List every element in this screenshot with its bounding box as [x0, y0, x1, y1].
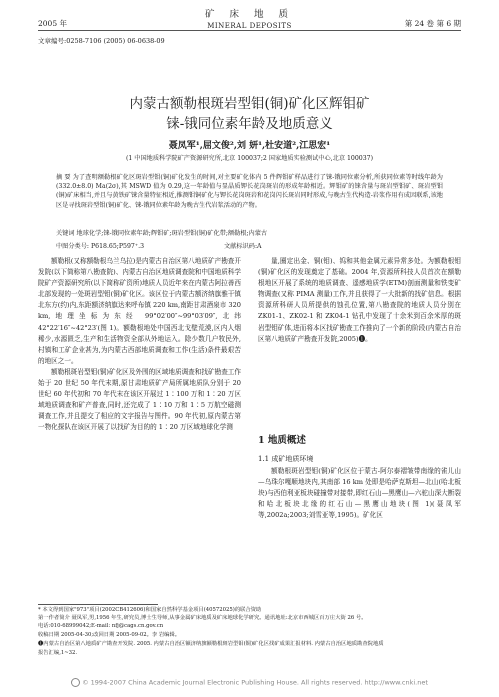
right-column-top — [258, 256, 461, 345]
volume-issue: 第 24 卷 第 6 期 — [404, 19, 461, 28]
cnki-watermark — [0, 678, 499, 687]
abstract: 摘 要 为了查明额勒根矿化区斑岩型钼(铜)矿化发生的时间,对主要矿化体内 5 件辉钼矿样品进行了铼-锇同位素分析,所获同位素等时线年龄为(332.0±8.0) Ma(2σ),其 MSWD 值为 0.29,这一年龄值与显晶质钾长花岗斑岩的形成年龄相近。辉钼矿的铼含量与斑岩型钼矿、斑岩型钼(铜)矿床相当,并且与黄铁矿铼含量特征相近,推测钼铜矿化与钾长花岗斑岩和花岗闪长斑岩同时形成,与晚古生代构造-岩浆作用有成因联系,该地区是寻找斑岩型钼(铜)矿化、铼-锇同位素年龄为晚古生代岩浆活动的产物。 — [56, 174, 443, 209]
footnote-dates: 收稿日期 2005-04-30;改回日期 2005-09-02。李 岩编辑。 — [38, 632, 181, 638]
header-rule — [38, 30, 461, 31]
clc-number: 中图分类号: P618.65;P597⁺.3 — [56, 243, 145, 250]
title-line-2: 铼-锇同位素年龄及地质意义 — [166, 116, 333, 132]
journal-name-cn: 矿 床 地 质 — [204, 9, 295, 20]
footnote-rule — [38, 604, 158, 605]
body-paragraph: 额勒根(又称额勒根乌兰乌拉)是内蒙古自治区第八地质矿产勘查开发院(以下简称第八勘查院)、内蒙古自治区地质调查院和中国地质科学院矿产资源研究所(以下简称矿资所)地质人员近年来在内蒙古阿拉善西北部发现的一处斑岩型钼(铜)矿化区。该区位于内蒙古额济纳旗雅干镇北东方(约)内,东距额济纳旗达来呼布镇 220 km,南距甘肃酒泉市 320 km,地理坐标为东经 99°02′00″~99°03′09″,北纬 42°22′16″~42°23′(图 1)。额勒根地处中国西北戈壁荒漠,区内人烟稀少,水源匮乏,生产和生活物资全部从外地运入。除少数几户牧民外,村镇和工矿企业甚为,为内蒙古西部地质调查和工作(生活)条件最艰苦的地区之一。 — [38, 257, 241, 365]
footnote-reference-cont: 报告汇编,1~32. — [38, 650, 78, 656]
body-paragraph: 额勒根斑岩型钼(铜)矿化区及外围的区域地质调查和找矿勘查工作始于 20 世纪 50 年代末期,原甘肃地质矿产局所属地质队分别于 20 世纪 60 年代初和 70 年代末在该区开展过 1∶100 万和 1∶20 万区域地质调查和矿产普查,同时,还完成了 1∶10 万和 1∶5 万航空磁测调查工作,并且提交了相应的文字报告与图件。90 年代初,原内蒙古第一物化探队在该区开展了以找矿为目的的 1∶20 万区域地球化学测 — [38, 367, 241, 432]
section-heading: 1 地质概述 — [258, 435, 306, 446]
classification — [56, 241, 443, 250]
keywords: 关键词 地球化学;铼-锇同位素年龄;辉钼矿;斑岩型钼(铜)矿化带;额勒根;内蒙古 — [56, 230, 268, 237]
authors: 聂凤军¹,屈文俊²,刘 妍¹,杜安道²,江思宏¹ — [168, 141, 331, 151]
footnote-funding: * 本文得到国家"973"项目(2002CB412606)和国家自然科学基金项目(40572025)的联合资助 — [38, 607, 262, 613]
cnki-logo-icon — [71, 678, 80, 687]
subsection-heading: 1.1 成矿地质环境 — [258, 455, 314, 463]
article-title — [0, 94, 499, 134]
section-body: 额勒根斑岩型钼(铜)矿化区位于蒙古-阿尔泰褶皱带南缘的雀儿山—乌珠尔嘎顺地块内,其南部 16 km 处即是哈萨克斯坦—北山(哈北板块)与西伯利亚板块碰撞带对接带,即红石山—黑鹰山—六驼山深大断裂和哈北板块北缘的红石山—黑鹰山地块(图 1)(聂凤军等,2002a;2003;刘雪亚等,1995)。矿化区 — [258, 467, 461, 520]
affiliation: (1 中国地质科学院矿产资源研究所,北京 100037;2 国家地质实验测试中心,北京 100037) — [125, 155, 374, 162]
document-code: 文献标识码:A — [224, 243, 262, 250]
article-number: 文章编号:0258-7106 (2005) 06-0638-09 — [38, 37, 165, 45]
footnote-reference: ❶内蒙古自治区第八地质矿产勘查开发院. 2005. 内蒙古自治区额济纳旗额勒根斑岩型钼(铜)矿化区找矿成果汇报材料. 内蒙古自治区地质勘查院地质 — [38, 641, 384, 647]
header-year: 2005 年 — [38, 19, 67, 28]
title-line-1: 内蒙古额勒根斑岩型钼(铜)矿化区辉钼矿 — [129, 96, 370, 112]
footnote-author: 第一作者简介 聂凤军,男,1956 年生,研究员,博士生导师,从事金属矿床地质及矿床地球化学研究。通讯地址:北京市西城区百万庄大街 26 号。 — [38, 615, 367, 621]
footnote-contact: 电话:010-68999042;E-mail: nfj@cags.cn.gov.cn — [38, 623, 164, 629]
journal-name-en: MINERAL DEPOSITS — [207, 22, 292, 30]
cnki-watermark-text: © 1994-2007 China Academic Journal Electronic Publishing House. All rights reserved. http://www.cnki.net — [82, 678, 428, 687]
body-paragraph: 量,圈定出金、铜(钼)、钨和其他金属元素异常多处。为额勒根钼(铜)矿化区的发现奠定了基础。2004 年,资源所科技人员首次在额勒根地区开展了系统的地质调查、遥感地质学(ETM)剖面测量和铁变矿物调查(又称 PIMA 测量)工作,并且获得了一大批新的找矿信息。根据资源所科研人员所提供的蚀孔位置,第八勘查院的地质人员分别在 ZK01-1、ZK02-1 和 ZK04-1 钻孔中发现了十余米到百余米厚的斑岩型钼矿体,进而将本区找矿勘查工作推向了一个新的阶段(内蒙古自治区第八地质矿产勘查开发院,2005)❶。 — [258, 257, 461, 343]
left-column — [38, 256, 241, 434]
